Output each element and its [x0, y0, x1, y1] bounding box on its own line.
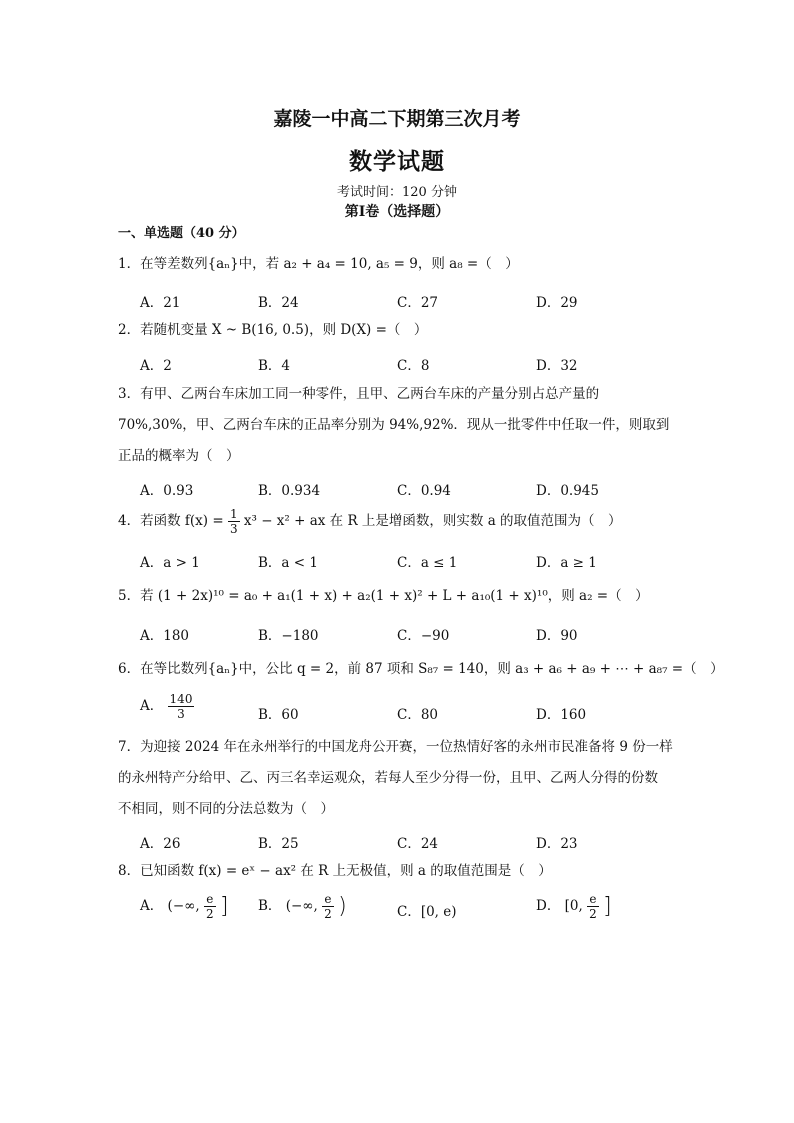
q8-d-den: 2 [589, 907, 597, 921]
q4-suffix: x³ − x² + ax 在 R 上是增函数，则实数 a 的取值范围为（ ） [243, 513, 622, 529]
q6-option-a-label: A． [140, 698, 164, 714]
q5-option-b: B．−180 [258, 628, 319, 644]
q8-d-fraction [587, 892, 599, 921]
question-4 [118, 507, 622, 536]
q5-option-a: A．180 [140, 628, 190, 644]
q6-option-c: C．80 [397, 707, 439, 723]
q3-option-a: A．0.93 [140, 483, 194, 499]
q3-option-c: C．0.94 [397, 483, 451, 499]
q8-b-left: (−∞, [285, 898, 318, 914]
q8-option-a [140, 892, 229, 921]
q8-d-left: [0, [564, 898, 583, 914]
q3-option-d: D．0.945 [536, 483, 599, 499]
question-7-line-1: 7．为迎接 2024 年在永州举行的中国龙舟公开赛，一位热情好客的永州市民准备将 9 份一样 [118, 739, 673, 755]
q6-option-a [140, 692, 194, 721]
q4-prefix: 4．若函数 f(x) = [118, 513, 224, 529]
question-7-line-3: 不相同，则不同的分法总数为（ ） [118, 801, 334, 817]
q6-option-b: B．60 [258, 707, 299, 723]
q8-option-d-label: D． [536, 898, 561, 914]
question-8: 8．已知函数 f(x) = eˣ − ax² 在 R 上无极值，则 a 的取值范围是（ ） [118, 863, 552, 879]
section-heading: 一、单选题（40 分） [118, 226, 245, 241]
q7-option-a: A．26 [140, 836, 181, 852]
q4-fraction-den: 3 [229, 522, 238, 536]
question-1: 1．在等差数列{aₙ}中，若 a₂ + a₄ = 10, a₅ = 9，则 a₈ =（ ） [118, 256, 519, 272]
q2-option-c: C．8 [397, 358, 430, 374]
exam-time: 考试时间：120 分钟 [337, 185, 457, 200]
question-7-line-2: 的永州特产分给甲、乙、丙三名幸运观众，若每人至少分得一份，且甲、乙两人分得的份数 [118, 770, 658, 786]
q8-option-d [536, 892, 612, 921]
question-2: 2．若随机变量 X ~ B(16, 0.5)，则 D(X) =（ ） [118, 322, 428, 338]
q4-fraction-num: 1 [229, 507, 238, 521]
q7-option-c: C．24 [397, 836, 439, 852]
q6-option-d: D．160 [536, 707, 587, 723]
q8-a-den: 2 [205, 907, 214, 921]
question-3-line-3: 正品的概率为（ ） [118, 448, 240, 464]
q4-option-c: C．a ≤ 1 [397, 555, 458, 571]
q4-option-a: A．a > 1 [140, 555, 200, 571]
q8-b-num: e [322, 892, 334, 907]
q8-option-b-label: B． [258, 898, 282, 914]
q4-fraction [228, 507, 240, 536]
q8-a-left: (−∞, [167, 898, 200, 914]
question-3-line-2: 70%,30%，甲、乙两台车床的正品率分别为 94%,92%．现从一批零件中任取一件，则取到 [118, 417, 670, 433]
q8-option-b [258, 892, 347, 921]
q1-option-c: C．27 [397, 295, 439, 311]
exam-title: 嘉陵一中高二下期第三次月考 [273, 108, 521, 130]
q7-option-d: D．23 [536, 836, 578, 852]
q1-option-b: B．24 [258, 295, 299, 311]
q4-option-d: D．a ≥ 1 [536, 555, 597, 571]
q8-option-a-label: A． [140, 898, 164, 914]
q1-option-d: D．29 [536, 295, 578, 311]
q8-b-den: 2 [324, 907, 332, 921]
question-5: 5．若 (1 + 2x)¹⁰ = a₀ + a₁(1 + x) + a₂(1 + x)² + L + a₁₀(1 + x)¹⁰，则 a₂ =（ ） [118, 588, 649, 604]
q2-option-d: D．32 [536, 358, 578, 374]
q5-option-d: D．90 [536, 628, 578, 644]
subject-title: 数学试题 [349, 148, 445, 175]
q8-d-right: ] [603, 894, 612, 919]
question-6: 6．在等比数列{aₙ}中，公比 q = 2，前 87 项和 S₈₇ = 140，则 a₃ + a₆ + a₉ + ⋯ + a₈₇ =（ ） [118, 661, 724, 677]
q5-option-c: C．−90 [397, 628, 450, 644]
q2-option-b: B．4 [258, 358, 291, 374]
q8-b-right: ) [338, 894, 347, 919]
q8-a-right: ] [219, 894, 229, 919]
question-3-line-1: 3．有甲、乙两台车床加工同一种零件，且甲、乙两台车床的产量分别占总产量的 [118, 386, 600, 402]
q8-d-num: e [587, 892, 599, 907]
q3-option-b: B．0.934 [258, 483, 321, 499]
q8-a-num: e [204, 892, 216, 907]
q8-option-c: C．[0, e) [397, 904, 457, 920]
q6-option-a-fraction [168, 692, 195, 721]
q6-frac-num: 140 [169, 692, 193, 706]
q7-option-b: B．25 [258, 836, 299, 852]
q1-option-a: A．21 [140, 295, 181, 311]
q2-option-a: A．2 [140, 358, 172, 374]
q6-frac-den: 3 [177, 707, 185, 721]
q4-option-b: B．a < 1 [258, 555, 318, 571]
q8-a-fraction [204, 892, 216, 921]
q8-b-fraction [322, 892, 334, 921]
volume-title: 第Ⅰ卷（选择题） [344, 204, 450, 220]
